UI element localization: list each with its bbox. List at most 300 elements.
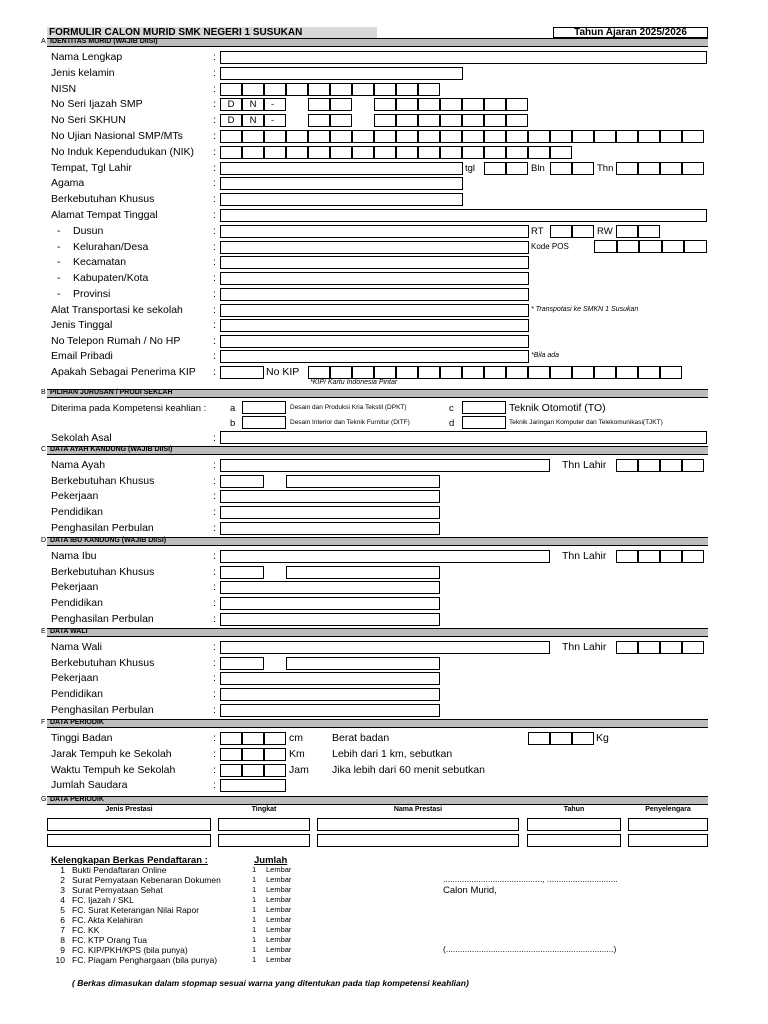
- signature-calon: Calon Murid,: [443, 885, 497, 896]
- ijazah-n: N: [242, 98, 264, 111]
- berkas-qty: 1: [252, 885, 257, 894]
- prestasi-cell[interactable]: [218, 818, 310, 831]
- kip-cell[interactable]: [308, 366, 330, 379]
- ijazah-cell[interactable]: [506, 98, 528, 111]
- label-rt: RT: [531, 226, 544, 237]
- transport-field[interactable]: [220, 304, 529, 317]
- ujian-cell[interactable]: [528, 130, 550, 143]
- footer-note: ( Berkas dimasukan dalam stopmap sesuai warna yang ditentukan pada tiap kompetensi keahlian): [72, 978, 469, 988]
- kip-cell[interactable]: [418, 366, 440, 379]
- telp-field[interactable]: [220, 335, 529, 348]
- colon: :: [213, 350, 216, 362]
- prestasi-cell[interactable]: [317, 834, 519, 847]
- berkas-no: 8: [60, 935, 65, 945]
- ujian-cell[interactable]: [440, 130, 462, 143]
- kip-cell[interactable]: [660, 366, 682, 379]
- ibu-thn-cell[interactable]: [638, 550, 660, 563]
- nik-cell[interactable]: [396, 146, 418, 159]
- kip-answer-field[interactable]: [220, 366, 264, 379]
- section-f-bar: [47, 719, 708, 728]
- skhun-d: D: [220, 114, 242, 127]
- berkas-item: Surat Pernyataan Kebenaran Dokumen: [72, 875, 221, 885]
- wali-thn-cell[interactable]: [660, 641, 682, 654]
- label-bk: Berkebutuhan Khusus: [51, 193, 155, 205]
- prestasi-header: Nama Prestasi: [393, 806, 443, 813]
- jarak-note: Lebih dari 1 km, sebutkan: [332, 748, 453, 760]
- berkas-qty: 1: [252, 955, 257, 964]
- nik-cell[interactable]: [220, 146, 242, 159]
- nisn-cell[interactable]: [374, 83, 396, 96]
- ijazah-cell[interactable]: [462, 98, 484, 111]
- thn-cell[interactable]: [616, 162, 638, 175]
- wali-bk-answer[interactable]: [220, 657, 264, 670]
- berkas-no: 3: [60, 885, 65, 895]
- berkas-no: 1: [60, 865, 65, 875]
- ujian-cell[interactable]: [352, 130, 374, 143]
- colon: :: [213, 522, 216, 534]
- ujian-cell[interactable]: [550, 130, 572, 143]
- label-waktu: Waktu Tempuh ke Sekolah: [51, 764, 176, 776]
- option-c-box[interactable]: [462, 401, 506, 414]
- section-letter: E: [41, 628, 46, 635]
- nama-field[interactable]: [220, 51, 707, 64]
- nisn-cell[interactable]: [220, 83, 242, 96]
- berkas-no: 10: [55, 955, 65, 965]
- wali-thn-cell[interactable]: [682, 641, 704, 654]
- wali-thn-cell[interactable]: [638, 641, 660, 654]
- nisn-cell[interactable]: [308, 83, 330, 96]
- tinggi-cell-1[interactable]: [220, 732, 242, 745]
- nik-cell[interactable]: [462, 146, 484, 159]
- tgl-cell-1[interactable]: [484, 162, 506, 175]
- label-alamat: Alamat Tempat Tinggal: [51, 209, 158, 221]
- skhun-cell[interactable]: [506, 114, 528, 127]
- ayah-didik-field[interactable]: [220, 506, 440, 519]
- option-d-letter: d: [449, 418, 455, 429]
- ayah-kerja-field[interactable]: [220, 490, 440, 503]
- rt-cell-2[interactable]: [572, 225, 594, 238]
- tinggi-cell-3[interactable]: [264, 732, 286, 745]
- rt-cell-1[interactable]: [550, 225, 572, 238]
- label-ijazah: No Seri Ijazah SMP: [51, 98, 143, 110]
- colon: :: [213, 366, 216, 378]
- label-wali-hasil: Penghasilan Perbulan: [51, 704, 154, 716]
- label-jam: Jam: [289, 764, 309, 776]
- nisn-cell[interactable]: [396, 83, 418, 96]
- ujian-cell[interactable]: [616, 130, 638, 143]
- label-ibu-bk: Berkebutuhan Khusus: [51, 566, 155, 578]
- nik-cell[interactable]: [374, 146, 396, 159]
- nik-cell[interactable]: [528, 146, 550, 159]
- dash: -: [57, 256, 61, 268]
- label-nisn: NISN: [51, 83, 77, 95]
- colon: :: [213, 764, 216, 776]
- skhun-cell[interactable]: [484, 114, 506, 127]
- ujian-cell[interactable]: [286, 130, 308, 143]
- kodepos-cell[interactable]: [684, 240, 707, 253]
- ujian-cell[interactable]: [506, 130, 528, 143]
- label-ayah-thn: Thn Lahir: [562, 459, 607, 471]
- berkas-item: FC. Ijazah / SKL: [72, 895, 134, 905]
- label-nik: No Induk Kependudukan (NIK): [51, 146, 195, 158]
- label-ayah-nama: Nama Ayah: [51, 459, 106, 471]
- label-rw: RW: [597, 226, 613, 237]
- label-asal: Sekolah Asal: [51, 432, 112, 444]
- nik-cell[interactable]: [308, 146, 330, 159]
- tinggi-cell-2[interactable]: [242, 732, 264, 745]
- ijazah-cell[interactable]: [374, 98, 396, 111]
- label-wali-kerja: Pekerjaan: [51, 672, 99, 684]
- colon: :: [213, 506, 216, 518]
- colon: :: [213, 177, 216, 189]
- rw-cell-1[interactable]: [616, 225, 638, 238]
- bln-cell-1[interactable]: [550, 162, 572, 175]
- ujian-cell[interactable]: [242, 130, 264, 143]
- section-letter: C: [41, 446, 47, 453]
- colon: :: [213, 209, 216, 221]
- ayah-thn-cell[interactable]: [638, 459, 660, 472]
- ujian-cell[interactable]: [220, 130, 242, 143]
- ijazah-cell[interactable]: [308, 98, 330, 111]
- label-jurusan: Diterima pada Kompetensi keahlian :: [51, 403, 207, 414]
- saudara-field[interactable]: [220, 779, 286, 792]
- ujian-cell[interactable]: [396, 130, 418, 143]
- ijazah-d: D: [220, 98, 242, 111]
- ujian-cell[interactable]: [374, 130, 396, 143]
- nik-cell[interactable]: [550, 146, 572, 159]
- waktu-cell-1[interactable]: [220, 764, 242, 777]
- ayah-nama-field[interactable]: [220, 459, 550, 472]
- section-g-title: DATA PERIODIK: [50, 796, 104, 803]
- colon: :: [213, 432, 216, 444]
- section-letter: B: [41, 389, 46, 396]
- label-tinggal: Jenis Tinggal: [51, 319, 113, 331]
- section-b-title: PILIHAN JURUSAN / PRODI SEKLAH: [50, 389, 173, 396]
- berkas-no: 7: [60, 925, 65, 935]
- jarak-cell-2[interactable]: [242, 748, 264, 761]
- ibu-bk-answer[interactable]: [220, 566, 264, 579]
- dash: -: [57, 288, 61, 300]
- ujian-cell[interactable]: [572, 130, 594, 143]
- colon: :: [213, 225, 216, 237]
- berkas-unit: Lembar: [266, 895, 292, 904]
- kodepos-cell[interactable]: [617, 240, 640, 253]
- ujian-cell[interactable]: [594, 130, 616, 143]
- berkas-no: 2: [60, 875, 65, 885]
- nik-cell[interactable]: [330, 146, 352, 159]
- dusun-field[interactable]: [220, 225, 529, 238]
- form-header: [47, 27, 708, 38]
- berkas-qty: 1: [252, 865, 257, 874]
- agama-field[interactable]: [220, 177, 463, 190]
- prestasi-cell[interactable]: [218, 834, 310, 847]
- ujian-cell[interactable]: [638, 130, 660, 143]
- dash: -: [57, 225, 61, 237]
- label-kodepos: Kode POS: [531, 242, 569, 251]
- jarak-cell-1[interactable]: [220, 748, 242, 761]
- ijazah-cell[interactable]: [396, 98, 418, 111]
- prestasi-header: Tahun: [563, 806, 585, 813]
- jk-field[interactable]: [220, 67, 463, 80]
- ibu-didik-field[interactable]: [220, 597, 440, 610]
- kip-cell[interactable]: [594, 366, 616, 379]
- email-field[interactable]: [220, 350, 529, 363]
- ujian-cell[interactable]: [330, 130, 352, 143]
- kip-cell[interactable]: [616, 366, 638, 379]
- prestasi-cell[interactable]: [47, 834, 211, 847]
- kip-cell[interactable]: [484, 366, 506, 379]
- colon: :: [213, 641, 216, 653]
- nik-cell[interactable]: [506, 146, 528, 159]
- skhun-cell[interactable]: [440, 114, 462, 127]
- colon: :: [213, 779, 216, 791]
- ibu-kerja-field[interactable]: [220, 581, 440, 594]
- thn-cell[interactable]: [638, 162, 660, 175]
- berat-cell-1[interactable]: [528, 732, 550, 745]
- label-wali-thn: Thn Lahir: [562, 641, 607, 653]
- kip-cell[interactable]: [506, 366, 528, 379]
- thn-cell[interactable]: [682, 162, 704, 175]
- nisn-cell[interactable]: [352, 83, 374, 96]
- colon: :: [213, 304, 216, 316]
- berkas-no: 4: [60, 895, 65, 905]
- colon: :: [213, 98, 216, 110]
- ujian-cell[interactable]: [308, 130, 330, 143]
- berat-cell-2[interactable]: [550, 732, 572, 745]
- ujian-cell[interactable]: [462, 130, 484, 143]
- form-title: FORMULIR CALON MURID SMK NEGERI 1 SUSUKAN: [47, 27, 377, 38]
- label-ujian: No Ujian Nasional SMP/MTs: [51, 130, 183, 142]
- colon: :: [213, 475, 216, 487]
- ibu-bk-detail[interactable]: [286, 566, 440, 579]
- skhun-cell[interactable]: [418, 114, 440, 127]
- ayah-hasil-field[interactable]: [220, 522, 440, 535]
- nik-cell[interactable]: [440, 146, 462, 159]
- nisn-cell[interactable]: [418, 83, 440, 96]
- label-kg: Kg: [596, 732, 609, 744]
- bk-field[interactable]: [220, 193, 463, 206]
- wali-kerja-field[interactable]: [220, 672, 440, 685]
- tempat-lahir-field[interactable]: [220, 162, 463, 175]
- waktu-cell-3[interactable]: [264, 764, 286, 777]
- kodepos-cell[interactable]: [594, 240, 617, 253]
- nik-cell[interactable]: [352, 146, 374, 159]
- ibu-thn-cell[interactable]: [682, 550, 704, 563]
- ujian-cell[interactable]: [660, 130, 682, 143]
- label-cm: cm: [289, 732, 303, 744]
- tinggal-field[interactable]: [220, 319, 529, 332]
- kip-cell[interactable]: [462, 366, 484, 379]
- berat-cell-3[interactable]: [572, 732, 594, 745]
- option-b-box[interactable]: [242, 416, 286, 429]
- berkas-no: 5: [60, 905, 65, 915]
- nisn-cell[interactable]: [264, 83, 286, 96]
- tgl-cell-2[interactable]: [506, 162, 528, 175]
- berkas-qty: 1: [252, 925, 257, 934]
- berkas-unit: Lembar: [266, 935, 292, 944]
- skhun-cell[interactable]: [374, 114, 396, 127]
- prestasi-header: Penyelengara: [645, 806, 691, 813]
- ijazah-cell[interactable]: [440, 98, 462, 111]
- colon: :: [213, 67, 216, 79]
- bln-cell-2[interactable]: [572, 162, 594, 175]
- berkas-title: Kelengkapan Berkas Pendaftaran :: [51, 855, 208, 866]
- kip-cell[interactable]: [638, 366, 660, 379]
- berkas-unit: Lembar: [266, 865, 292, 874]
- wali-bk-detail[interactable]: [286, 657, 440, 670]
- berkas-unit: Lembar: [266, 875, 292, 884]
- label-ayah-kerja: Pekerjaan: [51, 490, 99, 502]
- kec-field[interactable]: [220, 256, 529, 269]
- kip-cell[interactable]: [330, 366, 352, 379]
- berkas-jumlah: Jumlah: [254, 855, 288, 866]
- skhun-cell[interactable]: [462, 114, 484, 127]
- section-letter: A: [41, 38, 46, 45]
- signature-name-line: (.......................................................................): [443, 944, 617, 954]
- ijazah-cell[interactable]: [330, 98, 352, 111]
- rw-cell-2[interactable]: [638, 225, 660, 238]
- ayah-thn-cell[interactable]: [660, 459, 682, 472]
- ayah-thn-cell[interactable]: [682, 459, 704, 472]
- wali-didik-field[interactable]: [220, 688, 440, 701]
- wali-thn-cell[interactable]: [616, 641, 638, 654]
- thn-cell[interactable]: [660, 162, 682, 175]
- ibu-nama-field[interactable]: [220, 550, 550, 563]
- nik-cell[interactable]: [418, 146, 440, 159]
- option-b-letter: b: [230, 418, 236, 429]
- label-telp: No Telepon Rumah / No HP: [51, 335, 181, 347]
- section-d-title: DATA IBU KANDUNG (WAJIB DIISI): [50, 537, 167, 544]
- prestasi-cell[interactable]: [527, 818, 621, 831]
- kodepos-cell[interactable]: [639, 240, 662, 253]
- ibu-hasil-field[interactable]: [220, 613, 440, 626]
- nisn-cell[interactable]: [330, 83, 352, 96]
- ayah-thn-cell[interactable]: [616, 459, 638, 472]
- section-e-title: DATA WALI: [50, 628, 88, 635]
- option-c-letter: c: [449, 403, 454, 414]
- kab-field[interactable]: [220, 272, 529, 285]
- label-dusun: Dusun: [73, 225, 104, 237]
- signature-place: .........................................., ..............................: [443, 874, 618, 884]
- ujian-cell[interactable]: [484, 130, 506, 143]
- kip-cell[interactable]: [572, 366, 594, 379]
- colon: :: [213, 550, 216, 562]
- label-tinggi: Tinggi Badan: [51, 732, 113, 744]
- label-skhun: No Seri SKHUN: [51, 114, 126, 126]
- ibu-thn-cell[interactable]: [616, 550, 638, 563]
- berkas-item: Bukti Pendaftaran Online: [72, 865, 167, 875]
- section-letter: D: [41, 537, 47, 544]
- kip-cell[interactable]: [396, 366, 418, 379]
- ujian-cell[interactable]: [418, 130, 440, 143]
- alamat-field[interactable]: [220, 209, 707, 222]
- colon: :: [213, 672, 216, 684]
- ujian-cell[interactable]: [682, 130, 704, 143]
- asal-field[interactable]: [220, 431, 707, 444]
- nik-cell[interactable]: [264, 146, 286, 159]
- ijazah-cell[interactable]: [418, 98, 440, 111]
- kodepos-cell[interactable]: [662, 240, 685, 253]
- nik-cell[interactable]: [484, 146, 506, 159]
- kip-cell[interactable]: [528, 366, 550, 379]
- skhun-cell[interactable]: [396, 114, 418, 127]
- colon: :: [213, 490, 216, 502]
- academic-year: Tahun Ajaran 2025/2026: [553, 27, 708, 38]
- ujian-cell[interactable]: [264, 130, 286, 143]
- wali-hasil-field[interactable]: [220, 704, 440, 717]
- section-c-title: DATA AYAH KANDUNG (WAJIB DIISI): [50, 446, 173, 453]
- option-d-box[interactable]: [462, 416, 506, 429]
- label-email: Email Pribadi: [51, 350, 113, 362]
- colon: :: [213, 657, 216, 669]
- ayah-bk-answer[interactable]: [220, 475, 264, 488]
- skhun-cell[interactable]: [308, 114, 330, 127]
- skhun-cell[interactable]: [330, 114, 352, 127]
- ayah-bk-detail[interactable]: [286, 475, 440, 488]
- berkas-item: Surat Pernyataan Sehat: [72, 885, 163, 895]
- label-prov: Provinsi: [73, 288, 111, 300]
- nisn-cell[interactable]: [242, 83, 264, 96]
- wali-nama-field[interactable]: [220, 641, 550, 654]
- label-ibu-nama: Nama Ibu: [51, 550, 97, 562]
- prestasi-cell[interactable]: [317, 818, 519, 831]
- berkas-unit: Lembar: [266, 915, 292, 924]
- label-kip: Apakah Sebagai Penerima KIP: [51, 366, 196, 378]
- colon: :: [213, 613, 216, 625]
- ijazah-cell[interactable]: [484, 98, 506, 111]
- kip-cell[interactable]: [352, 366, 374, 379]
- colon: :: [213, 319, 216, 331]
- waktu-cell-2[interactable]: [242, 764, 264, 777]
- prestasi-cell[interactable]: [628, 818, 708, 831]
- berkas-qty: 1: [252, 875, 257, 884]
- colon: :: [213, 256, 216, 268]
- berkas-unit: Lembar: [266, 885, 292, 894]
- nik-cell[interactable]: [242, 146, 264, 159]
- prestasi-cell[interactable]: [47, 818, 211, 831]
- ijazah-dash: -: [264, 98, 286, 111]
- berkas-no: 6: [60, 915, 65, 925]
- prov-field[interactable]: [220, 288, 529, 301]
- prestasi-cell[interactable]: [527, 834, 621, 847]
- option-c-text: Teknik Otomotif (TO): [509, 402, 606, 414]
- berkas-unit: Lembar: [266, 905, 292, 914]
- ibu-thn-cell[interactable]: [660, 550, 682, 563]
- label-berat: Berat badan: [332, 732, 390, 744]
- nisn-cell[interactable]: [286, 83, 308, 96]
- kip-cell[interactable]: [374, 366, 396, 379]
- colon: :: [213, 688, 216, 700]
- nik-cell[interactable]: [286, 146, 308, 159]
- kip-cell[interactable]: [550, 366, 572, 379]
- prestasi-cell[interactable]: [628, 834, 708, 847]
- colon: :: [213, 597, 216, 609]
- berkas-qty: 1: [252, 905, 257, 914]
- note-transport: * Transpotasi ke SMKN 1 Susukan: [531, 306, 639, 313]
- jarak-cell-3[interactable]: [264, 748, 286, 761]
- label-ttl: Tempat, Tgl Lahir: [51, 162, 132, 174]
- kip-cell[interactable]: [440, 366, 462, 379]
- section-e-bar: [47, 628, 708, 637]
- berkas-item: FC. KTP Orang Tua: [72, 935, 147, 945]
- label-km: Km: [289, 748, 305, 760]
- option-a-box[interactable]: [242, 401, 286, 414]
- berkas-unit: Lembar: [266, 945, 292, 954]
- label-kab: Kabupaten/Kota: [73, 272, 149, 284]
- berkas-qty: 1: [252, 935, 257, 944]
- kel-field[interactable]: [220, 241, 529, 254]
- colon: :: [213, 130, 216, 142]
